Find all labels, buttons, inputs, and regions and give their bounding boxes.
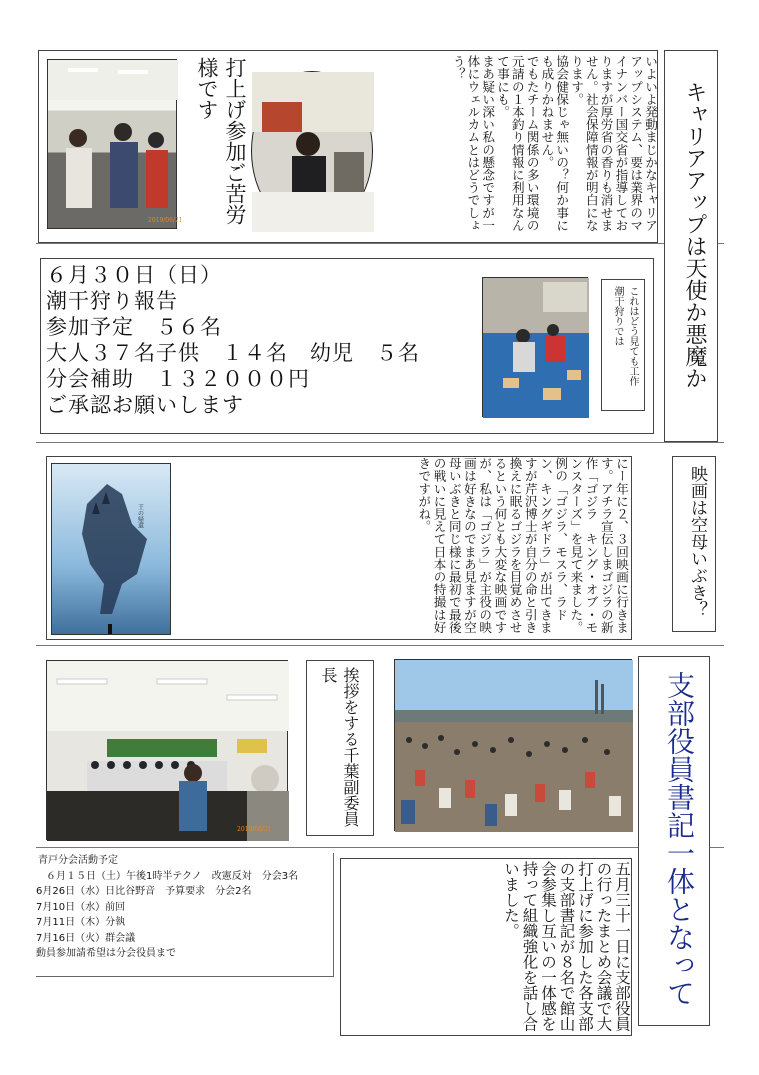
divider-mid2 bbox=[36, 645, 724, 646]
oval-photo-image bbox=[252, 72, 374, 232]
report-line: ６月３０日（日） bbox=[46, 263, 222, 287]
schedule-box bbox=[36, 853, 334, 977]
schedule-item: 7月11日（木）分執 bbox=[36, 917, 126, 928]
meeting-photo bbox=[46, 660, 288, 840]
report-line: 潮干狩り報告 bbox=[46, 289, 178, 313]
beach-photo-image bbox=[395, 660, 633, 832]
schedule-item: 6月26日（水）日比谷野音 予算要求 分会2名 bbox=[36, 886, 252, 897]
report-photo-caption: これはどう見ても工作 潮干狩りでは bbox=[601, 279, 645, 411]
oval-photo bbox=[251, 71, 373, 231]
meeting-photo-image bbox=[47, 661, 289, 841]
movie-body: にー年に２、３回映画に行きます。アチラ宣伝しまゴジラの新作「ゴジラ キング・オブ・モンスターズ」を見て来ました。例の「ゴジラ、モスラ、ラドン、キングギドラ」が出てきますが芹沢博士が自分の命と引き換えに眠るゴジラを目覚めさせるという何とも大変な映画ですが、私は「ゴジラ」が主役の映画は好きなのでまあ見ますが空母いぶきと同じ様に最初で最後の戦いに見えて日本の特撮は好きですがね。 bbox=[416, 457, 629, 634]
svg-text:2019/06/21: 2019/06/21 bbox=[148, 217, 183, 224]
report-line: 参加予定 ５６名 bbox=[46, 315, 222, 339]
report-text bbox=[46, 262, 476, 418]
report-box bbox=[40, 258, 654, 434]
schedule-item: 動員参加請希望は分会役員まで bbox=[36, 948, 176, 959]
article3-frame bbox=[340, 858, 632, 1036]
article1-title: キャリアアップは天使か悪魔か bbox=[682, 81, 707, 389]
schedule-item: 7月10日（水）前回 bbox=[36, 901, 126, 913]
article3-title: 支部役員書記一体となって bbox=[663, 671, 696, 1007]
article3-title-box bbox=[638, 656, 710, 1026]
workshop-photo-image bbox=[483, 278, 589, 418]
movie-title: 映画は空母いぶき？ bbox=[687, 465, 707, 618]
movie-poster bbox=[51, 463, 171, 635]
article1-title-box bbox=[664, 50, 718, 442]
photo3-caption: 挨拶をする千葉副委員長 bbox=[319, 667, 360, 827]
poster-title: 王の帰還 bbox=[136, 504, 144, 528]
article1-photo-caption: 打上げ参加ご苦労様です bbox=[195, 57, 247, 225]
schedule-item: 7月16日（火）群会議 bbox=[36, 932, 136, 944]
party-photo bbox=[47, 59, 183, 229]
movie-poster-image bbox=[52, 464, 172, 636]
article1-body: いよいよ発動まじかなキャリアアップシステム、要は業界のマイナンバー国交省が指導しておりますが厚労省の香りも消せません。社会保障情報が明白になります。 協会健保じゃ無いの？何か事にも成りかねません。 でもたチーム関係の多い環境の元請の１本釣り情報に利用なんて事にも。 まあ疑い深い私の懸念ですが一体にウェルカムとはどうでしょう？ bbox=[450, 55, 658, 232]
schedule-item: ６月１５日（土）午後1時半テクノ 改憲反対 分会3名 bbox=[46, 870, 299, 882]
report-line: ご承認お願いします bbox=[46, 393, 244, 417]
schedule-title: 青戸分会活動予定 bbox=[38, 855, 118, 866]
svg-text:2019/06/21: 2019/06/21 bbox=[237, 826, 272, 833]
article3-body: 五月三十一日に支部役員の行ったまとめ会議で大打上げに参加した各支部の支部書記が８名で館山会参集し互いの一体感を持って組織強化を話し合いました。 bbox=[502, 861, 631, 1032]
report-line: 大人３７名子供 １４名 幼児 ５名 bbox=[46, 341, 420, 365]
movie-title-box bbox=[672, 456, 716, 632]
divider-bottom bbox=[36, 847, 724, 848]
beach-photo bbox=[394, 659, 632, 831]
workshop-photo bbox=[482, 277, 588, 417]
movie-frame bbox=[46, 456, 632, 640]
article1-frame bbox=[38, 50, 658, 243]
party-photo-image bbox=[48, 60, 183, 230]
divider-top bbox=[36, 243, 724, 244]
photo3-caption-box bbox=[306, 660, 374, 836]
divider-mid1 bbox=[36, 442, 724, 443]
report-line: 分会補助 １３２０００円 bbox=[46, 367, 310, 391]
